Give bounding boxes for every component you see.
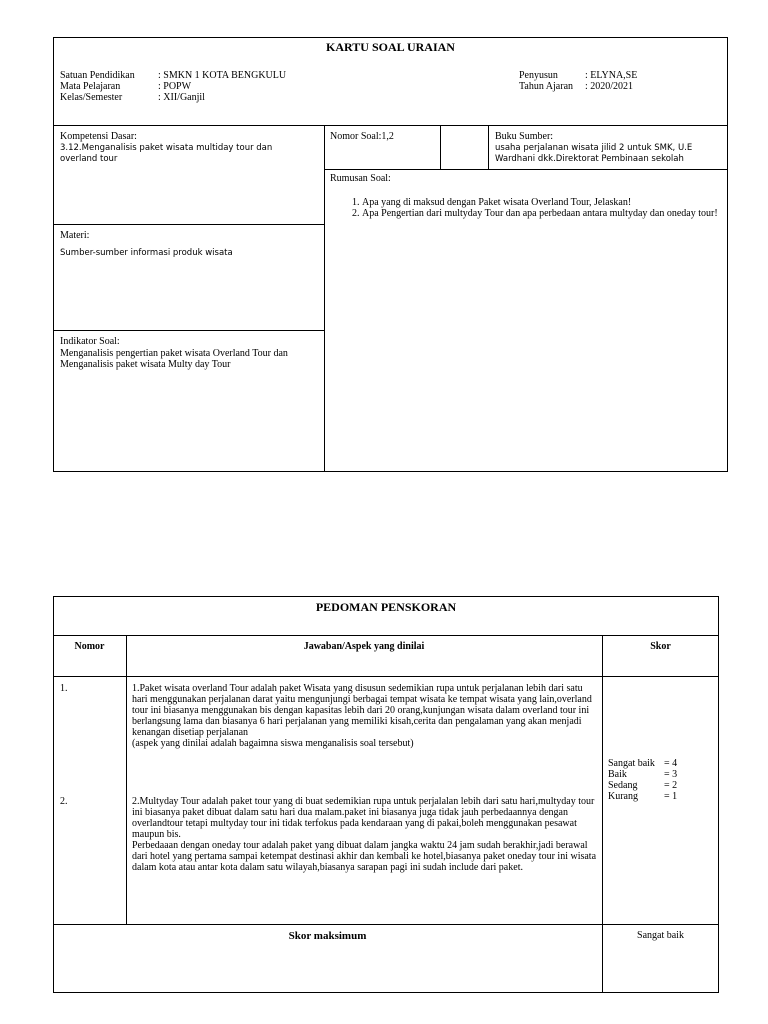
card-right-values [585,70,725,92]
value-kelas-semester: : XII/Ganjil [158,92,205,103]
scale-value: = 3 [664,769,678,780]
answer-2-difference: Perbedaaan dengan oneday tour adalah paket yang dibuat dalam jangka waktu 24 jam sudah berakhir,jadi berawal dari hotel yang pertama sampai ketempat destinasi akhir dan kembali ke hotel,biasanya paket oneday tour ini wisata dalam kota atau antar kota dalam satu wilayah,biasanya sarapan pagi ini sudah include dari paket. [132,840,597,873]
card-divider-indikator [53,330,324,331]
card-divider-materi [53,224,324,225]
answer-2 [132,796,597,873]
card-divider-rumusan [324,169,728,170]
value-penyusun: : ELYNA,SE [585,70,638,81]
answer-1-aspect: (aspek yang dinilai adalah bagaimna siswa menganalisis soal tersebut) [132,738,414,749]
kompetensi-label: Kompetensi Dasar: [60,131,137,142]
answer-1-text: 1.Paket wisata overland Tour adalah paket Wisata yang disusun sedemikian rupa untuk perjalanan lebih dari satu hari menggunakan perjalanan darat yaitu mengunjungi berbagai tempat wisata ke tempat wisata yang lain,overland tour ini biasanya menggunakan bis dengan kapasitas lebih dari 20 orang,kunjungan wisata dalam overland tour ini berlangsung lama dan biasanya 6 hari perjalanan yang memiliki kisah,cerita dan pengalaman yang akan menjadi kenangan disetiap perjalanan [132,683,592,738]
label-tahun-ajaran: Tahun Ajaran [519,81,574,92]
max-score-value: Sangat baik [637,930,684,941]
rumusan-list [338,197,730,219]
label-kelas-semester: Kelas/Semester [60,92,123,103]
indikator-label: Indikator Soal: [60,336,120,347]
answer-2-text: 2.Multyday Tour adalah paket tour yang di buat sedemikian rupa untuk perjalalan lebih dari satu hari,multyday tour ini biasanya paket dibuat dalam satu hari dua malam.paket ini biasanya juga tidak jauh perbedaannya dengan overlandtour tetapi multyday tour ini tidak terfokus pada kendaraan yang di pakai,boleh menggunakan pesawat maupun bis. [132,796,595,840]
value-mata-pelajaran: : POPW [158,81,192,92]
card-right-labels [519,70,585,92]
header-skor: Skor [650,641,671,652]
scoring-title: PEDOMAN PENSKORAN [315,600,457,614]
card-column-divider [324,125,325,472]
row-number: 2. [60,796,68,807]
score-scale [608,758,716,802]
scale-label: Baik [608,769,627,780]
max-score-label: Skor maksimum [288,930,367,942]
row-number: 1. [60,683,68,694]
rumusan-item: 1. Apa yang di maksud dengan Paket wisata Overland Tour, Jelaskan! [362,197,730,208]
card-left-values [158,70,318,103]
scoring-body-divider [53,924,719,925]
card-title: KARTU SOAL URAIAN [326,40,455,54]
card-divider-buku [488,125,489,169]
rumusan-item: 2. Apa Pengertian dari multyday Tour dan apa perbedaan antara multyday dan oneday tour! [362,208,730,219]
value-satuan-pendidikan: : SMKN 1 KOTA BENGKULU [158,70,287,81]
buku-sumber-label: Buku Sumber: [495,131,554,142]
rumusan-label: Rumusan Soal: [330,173,391,184]
nomor-soal: Nomor Soal:1,2 [330,131,394,142]
materi-text: Sumber-sumber informasi produk wisata [60,248,233,258]
label-satuan-pendidikan: Satuan Pendidikan [60,70,135,81]
scoring-title-divider [53,635,719,636]
scale-value: = 1 [664,791,678,802]
card-left-labels [60,70,158,103]
label-penyusun: Penyusun [519,70,558,81]
kompetensi-text: 3.12.Menganalisis paket wisata multiday tour dan overland tour [60,143,273,164]
scale-value: = 2 [664,780,678,791]
scale-label: Sedang [608,780,638,791]
answer-1 [132,683,597,749]
scale-label: Sangat baik [608,758,655,769]
scale-label: Kurang [608,791,638,802]
value-tahun-ajaran: : 2020/2021 [585,81,634,92]
scoring-divider-nomor [126,635,127,924]
scale-value: = 4 [664,758,678,769]
card-header-divider [53,125,728,126]
scoring-header-divider [53,676,719,677]
indikator-text: Menganalisis pengertian paket wisata Overland Tour dan Menganalisis paket wisata Multy day Tour [60,348,288,370]
buku-sumber-text: usaha perjalanan wisata jilid 2 untuk SMK, U.E Wardhani dkk.Direktorat Pembinaan sekolah [495,143,693,164]
header-jawaban: Jawaban/Aspek yang dinilai [303,641,425,652]
card-divider-nomor [440,125,441,169]
header-nomor: Nomor [74,641,105,652]
label-mata-pelajaran: Mata Pelajaran [60,81,121,92]
materi-label: Materi: [60,230,90,241]
